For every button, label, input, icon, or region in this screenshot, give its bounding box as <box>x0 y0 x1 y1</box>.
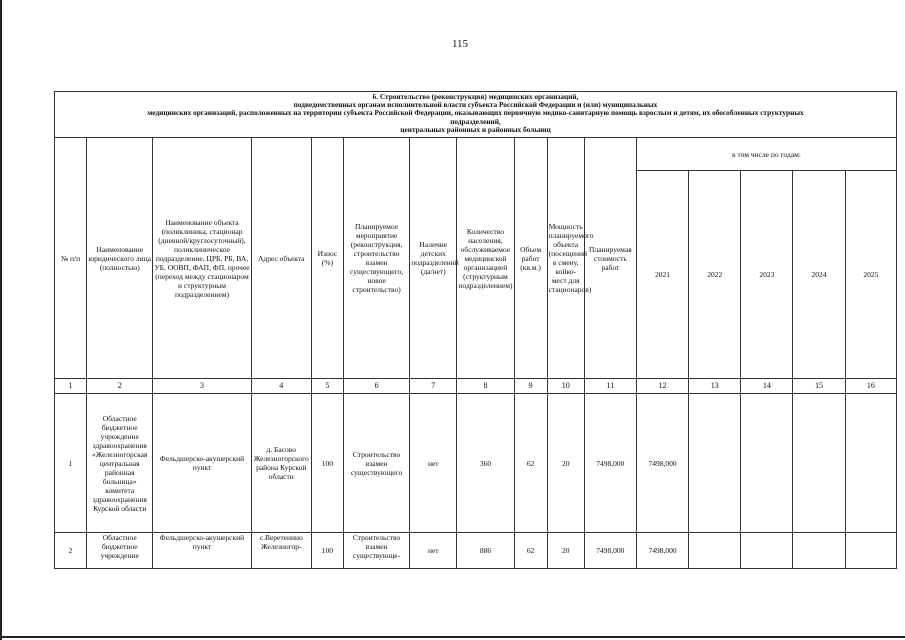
header-wear: Износ (%) <box>311 138 343 379</box>
row-y2025 <box>845 533 896 569</box>
header-org: Наименование юридического лица (полностью) <box>87 138 153 379</box>
row-org: Областное бюджетное учреждение здравоохранения «Железногорская центральная районная больница» комитета здравоохранения Курской области <box>87 394 153 533</box>
column-number: 14 <box>741 379 793 394</box>
column-number: 11 <box>584 379 636 394</box>
header-object: Наименование объекта (поликлиника, стационар (дневной/круглосуточный), поликлиническое подразделение, ЦРБ, РБ, ВА, УБ, ООВП, ФАП, ФП, прочее (переход между стационаром и структурным подразделением) <box>153 138 251 379</box>
row-y2024 <box>793 394 845 533</box>
column-number: 1 <box>55 379 87 394</box>
row-address: с.Веретенино Железногор- <box>251 533 311 569</box>
row-measure: Строительство взамен существующе- <box>343 533 409 569</box>
column-number: 13 <box>689 379 741 394</box>
row-org: Областное бюджетное учреждение <box>87 533 153 569</box>
scan-edge-bottom <box>0 636 905 638</box>
row-capacity: 20 <box>547 394 584 533</box>
column-number: 7 <box>410 379 457 394</box>
row-cost: 7498,000 <box>584 533 636 569</box>
header-children: Наличие детских подразделений (да/нет) <box>410 138 457 379</box>
column-number: 6 <box>343 379 409 394</box>
column-number: 9 <box>514 379 547 394</box>
row-y2024 <box>793 533 845 569</box>
header-area: Объем работ (кв.м.) <box>514 138 547 379</box>
header-cost: Планируемая стоимость работ <box>584 138 636 379</box>
row-y2021: 7498,000 <box>636 533 688 569</box>
row-y2021: 7498,000 <box>636 394 688 533</box>
column-number: 8 <box>457 379 514 394</box>
table-row <box>55 533 897 569</box>
row-num: 2 <box>55 533 87 569</box>
column-number: 5 <box>311 379 343 394</box>
header-population: Количество населения, обслуживаемое медицинской организацией (структурным подразделением) <box>457 138 514 379</box>
row-capacity: 20 <box>547 533 584 569</box>
row-y2023 <box>741 394 793 533</box>
row-children: нет <box>410 394 457 533</box>
row-address: д. Басово Железногорского района Курской области <box>251 394 311 533</box>
row-y2025 <box>845 394 896 533</box>
header-years-group: в том числе по годам: <box>636 138 896 171</box>
header-year-2023: 2023 <box>741 171 793 379</box>
column-number: 4 <box>251 379 311 394</box>
header-measure: Планируемое мероприятие (реконструкция, строительство взамен существующего, новое строительство) <box>343 138 409 379</box>
row-measure: Строительство взамен существующего <box>343 394 409 533</box>
column-number: 3 <box>153 379 251 394</box>
scan-edge-left <box>0 0 2 640</box>
row-population: 360 <box>457 394 514 533</box>
header-year-2022: 2022 <box>689 171 741 379</box>
row-area: 62 <box>514 394 547 533</box>
row-children: нет <box>410 533 457 569</box>
section-title: 6. Строительство (реконструкция) медицинских организаций, подведомственных органам исполнительной власти субъекта Российской Федерации и (или) муниципальных медицинских организаций, расположенных на территории субъекта Российской Федерации, оказывающих первичную медико-санитарную помощь взрослым и детям, их обособленных структурных подразделений, центральных районных и районных больниц <box>55 92 897 138</box>
column-number: 16 <box>845 379 896 394</box>
row-object: Фельдшерско-акушерский пункт <box>153 394 251 533</box>
table-row <box>55 394 897 533</box>
header-year-2024: 2024 <box>793 171 845 379</box>
row-population: 886 <box>457 533 514 569</box>
column-number: 2 <box>87 379 153 394</box>
row-y2022 <box>689 394 741 533</box>
column-number: 10 <box>547 379 584 394</box>
header-year-2025: 2025 <box>845 171 896 379</box>
row-num: 1 <box>55 394 87 533</box>
header-num: № п/п <box>55 138 87 379</box>
row-area: 62 <box>514 533 547 569</box>
header-capacity: Мощность планируемого объекта (посещений в смену, койко-мест для стационаров) <box>547 138 584 379</box>
column-number-row <box>55 379 897 394</box>
row-wear: 100 <box>311 533 343 569</box>
row-y2023 <box>741 533 793 569</box>
row-cost: 7498,000 <box>584 394 636 533</box>
header-address: Адрес объекта <box>251 138 311 379</box>
column-number: 15 <box>793 379 845 394</box>
row-object: Фельдшерско-акушерский пункт <box>153 533 251 569</box>
column-number: 12 <box>636 379 688 394</box>
page-number: 115 <box>451 38 469 50</box>
construction-table <box>54 91 897 569</box>
row-y2022 <box>689 533 741 569</box>
header-year-2021: 2021 <box>636 171 688 379</box>
row-wear: 100 <box>311 394 343 533</box>
